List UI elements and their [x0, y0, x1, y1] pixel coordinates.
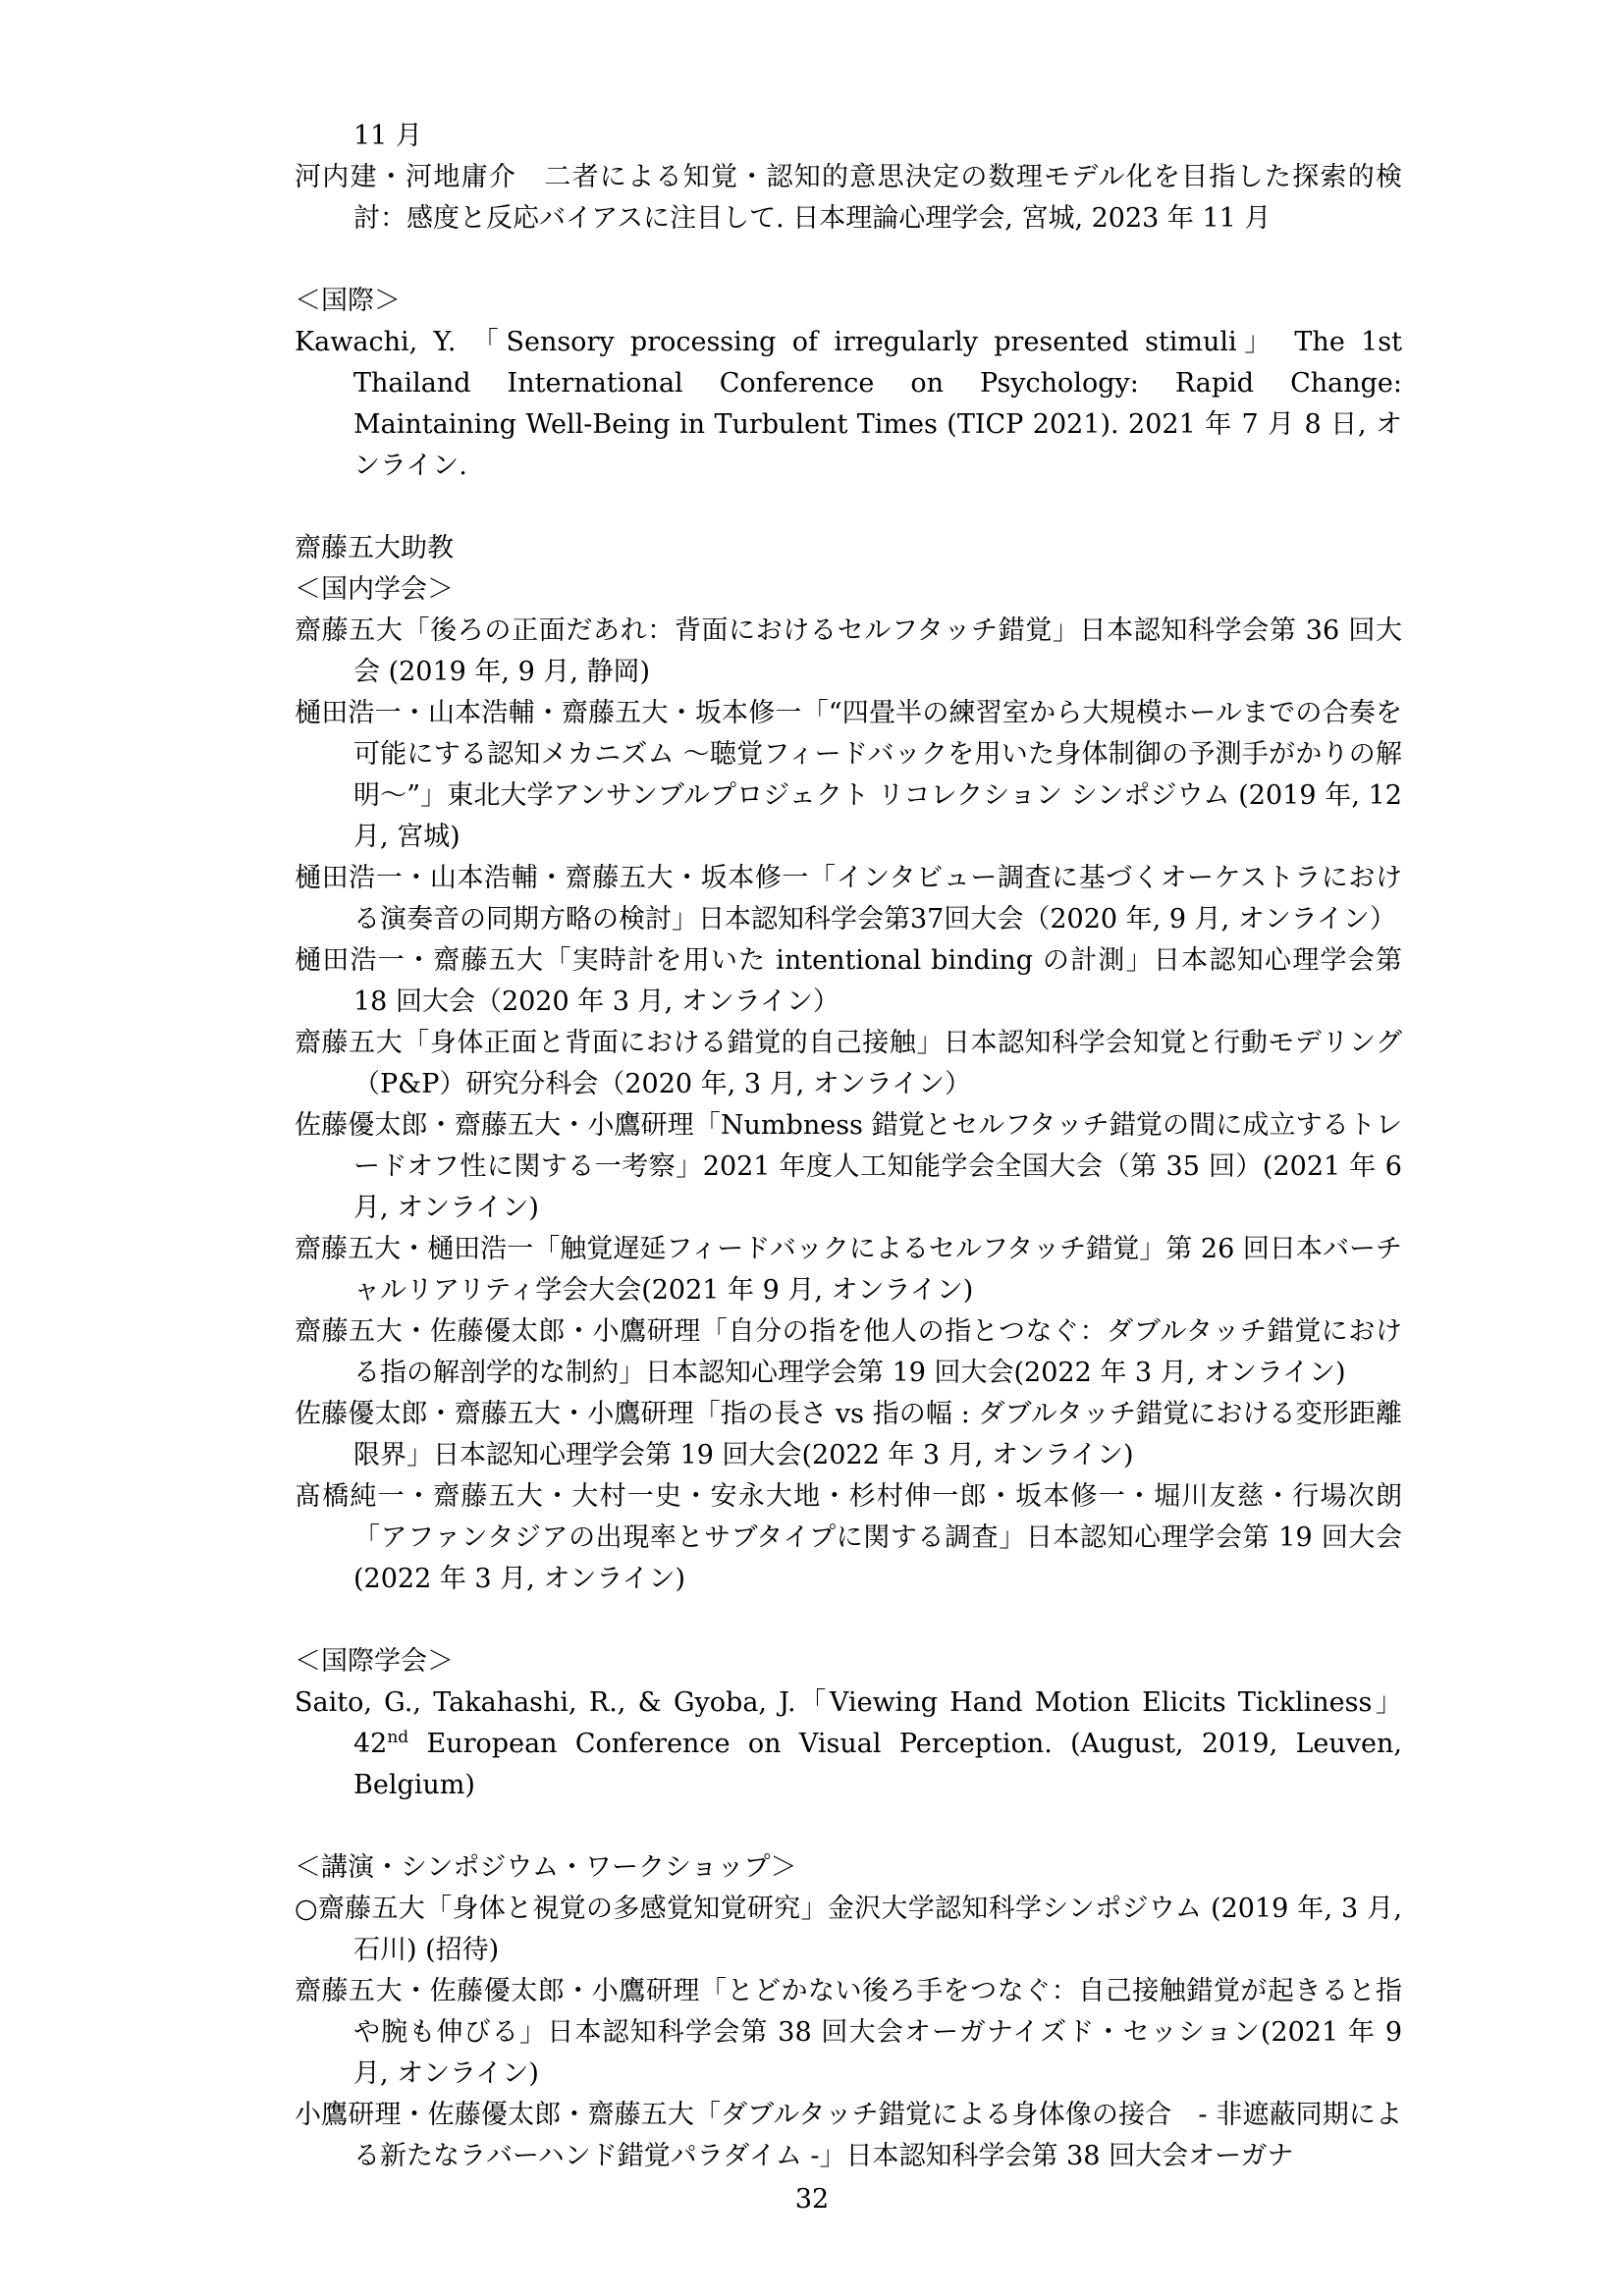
reference-entry: 樋田浩一・山本浩輔・齋藤五大・坂本修一「“四畳半の練習室から大規模ホールまでの合奏を可能にする認知メカニズム ～聴覚フィードバックを用いた身体制御の予測手がかりの解明～”」東北大学アンサンブルプロジェクト リコレクション シンポジウム (2019 年, 12 月, 宮城) [295, 698, 1402, 852]
spacer [295, 487, 1402, 528]
reference-entry: 齋藤五大・佐藤優太郎・小鷹研理「自分の指を他人の指とつなぐ：ダブルタッチ錯覚における指の解剖学的な制約」日本認知心理学会第 19 回大会(2022 年 3 月, オンライン) [295, 1316, 1402, 1388]
spacer [295, 1600, 1402, 1641]
reference-entry: 樋田浩一・齋藤五大「実時計を用いた intentional binding の計測」日本認知心理学会第 18 回大会（2020 年 3 月, オンライン） [295, 945, 1402, 1017]
reference-main-text: Saito, G., Takahashi, R., & Gyoba, J.「Viewing Hand Motion Elicits Tickliness」42 [295, 1687, 1402, 1759]
reference-entry: 樋田浩一・山本浩輔・齋藤五大・坂本修一「インタビュー調査に基づくオーケストラにおける演奏音の同期方略の検討」日本認知科学会第37回大会（2020 年, 9 月, オンライン） [295, 863, 1402, 934]
spacer [295, 240, 1402, 281]
section-heading-domestic: ＜国内学会＞ [295, 574, 454, 605]
ordinal-suffix: nd [387, 1728, 409, 1747]
reference-entry: Kawachi, Y. 「Sensory processing of irregularly presented stimuli」 The 1st Thailand International Conference on Psychology: Rapid Change: Maintaining Well-Being in Turbulent Times (TICP 2021). 2021 年 7 月 8 日, オンライン. [295, 327, 1402, 481]
reference-entry: 佐藤優太郎・齋藤五大・小鷹研理「指の長さ vs 指の幅 : ダブルタッチ錯覚における変形距離限界」日本認知心理学会第 19 回大会(2022 年 3 月, オンライン) [295, 1399, 1402, 1470]
continuation-text: 11 月 [353, 121, 422, 151]
section-heading-international-conference: ＜国際学会＞ [295, 1646, 454, 1677]
reference-entry: 小鷹研理・佐藤優太郎・齋藤五大「ダブルタッチ錯覚による身体像の接合 - 非遮蔽同期による新たなラバーハンド錯覚パラダイム -」日本認知科学会第 38 回大会オーガナ [295, 2100, 1402, 2171]
spacer [295, 1806, 1402, 1847]
document-body [295, 116, 1402, 2177]
person-heading: 齋藤五大助教 [295, 533, 454, 563]
reference-entry: 齋藤五大「身体正面と背面における錯覚的自己接触」日本認知科学会知覚と行動モデリング（P&P）研究分科会（2020 年, 3 月, オンライン） [295, 1028, 1402, 1099]
page-number: 32 [794, 2184, 830, 2215]
reference-entry: ○齋藤五大「身体と視覚の多感覚知覚研究」金沢大学認知科学シンポジウム (2019 年, 3 月, 石川) (招待) [295, 1894, 1402, 1965]
reference-entry: 髙橋純一・齋藤五大・大村一史・安永大地・杉村伸一郎・坂本修一・堀川友慈・行場次朗「アファンタジアの出現率とサブタイプに関する調査」日本認知心理学会第 19 回大会(2022 年 3 月, オンライン) [295, 1481, 1402, 1594]
reference-tail-text: European Conference on Visual Perception. (August, 2019, Leuven, Belgium) [353, 1729, 1402, 1800]
reference-entry [295, 1682, 1402, 1806]
reference-entry: 河内建・河地庸介 二者による知覚・認知的意思決定の数理モデル化を目指した探索的検討：感度と反応バイアスに注目して. 日本理論心理学会, 宮城, 2023 年 11 月 [295, 162, 1402, 234]
reference-entry: 齋藤五大・樋田浩一「触覚遅延フィードバックによるセルフタッチ錯覚」第 26 回日本バーチャルリアリティ学会大会(2021 年 9 月, オンライン) [295, 1234, 1402, 1306]
reference-entry: 齋藤五大・佐藤優太郎・小鷹研理「とどかない後ろ手をつなぐ：自己接触錯覚が起きると指や腕も伸びる」日本認知科学会第 38 回大会オーガナイズド・セッション(2021 年 9 月, オンライン) [295, 1976, 1402, 2089]
reference-entry: 佐藤優太郎・齋藤五大・小鷹研理「Numbness 錯覚とセルフタッチ錯覚の間に成立するトレードオフ性に関する一考察」2021 年度人工知能学会全国大会（第 35 回）(2021 年 6 月, オンライン) [295, 1110, 1402, 1223]
section-heading-international: ＜国際＞ [295, 286, 401, 316]
reference-entry: 齋藤五大「後ろの正面だあれ：背面におけるセルフタッチ錯覚」日本認知科学会第 36 回大会 (2019 年, 9 月, 静岡) [295, 615, 1402, 687]
section-heading-talks: ＜講演・シンポジウム・ワークショップ＞ [295, 1852, 797, 1883]
